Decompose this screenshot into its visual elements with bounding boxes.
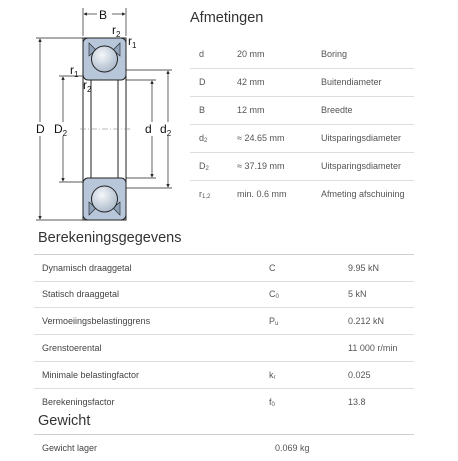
afmetingen-row: d 20 mm Boring bbox=[190, 40, 414, 69]
berekening-row: Berekeningsfactor $f_0$ 13.8 bbox=[42, 397, 366, 408]
label-D2: $D_2$ bbox=[54, 122, 68, 138]
afmetingen-row: D 42 mm Buitendiameter bbox=[190, 68, 414, 97]
bearing-cross-section-diagram bbox=[0, 0, 180, 235]
label-d: d bbox=[145, 122, 152, 136]
label-r1-left: $r_1$ bbox=[70, 63, 79, 79]
berekening-row: Statisch draaggetal $C_0$ 5 kN bbox=[34, 281, 414, 308]
label-r2-top: $r_2$ bbox=[112, 23, 121, 39]
top-ball bbox=[92, 46, 118, 72]
afmetingen-title: Afmetingen bbox=[190, 10, 264, 26]
afmetingen-row: B 12 mm Breedte bbox=[190, 96, 414, 125]
berekening-row: Vermoeiingsbelastinggrens $P_u$ 0.212 kN bbox=[34, 308, 414, 335]
bottom-seal-section bbox=[83, 178, 126, 220]
berekening-row: Grenstoerental 11 000 r/min bbox=[34, 335, 414, 362]
afmetingen-row: $d_2$ ≈ 24.65 mm Uitsparingsdiameter bbox=[190, 124, 414, 153]
label-r1-top: $r_1$ bbox=[128, 34, 137, 50]
top-seal-section bbox=[83, 38, 126, 80]
berekening-row: Minimale belastingfactor $k_r$ 0.025 bbox=[34, 362, 414, 389]
berekeningsgegevens-title: Berekeningsgegevens bbox=[38, 230, 182, 246]
label-D: D bbox=[36, 122, 45, 136]
gewicht-title: Gewicht bbox=[38, 413, 91, 429]
afmetingen-row: $D_2$ ≈ 37.19 mm Uitsparingsdiameter bbox=[190, 152, 414, 181]
label-d2: $d_2$ bbox=[160, 122, 172, 138]
gewicht-row: Gewicht lager 0.069 kg bbox=[34, 434, 414, 461]
berekening-row: Dynamisch draaggetal C 9.95 kN bbox=[34, 254, 414, 282]
bottom-ball bbox=[92, 186, 118, 212]
label-r2-left: $r_2$ bbox=[83, 78, 92, 94]
label-B: B bbox=[99, 8, 108, 22]
afmetingen-row: $r_{1,2}$ min. 0.6 mm Afmeting afschuining bbox=[199, 189, 405, 200]
